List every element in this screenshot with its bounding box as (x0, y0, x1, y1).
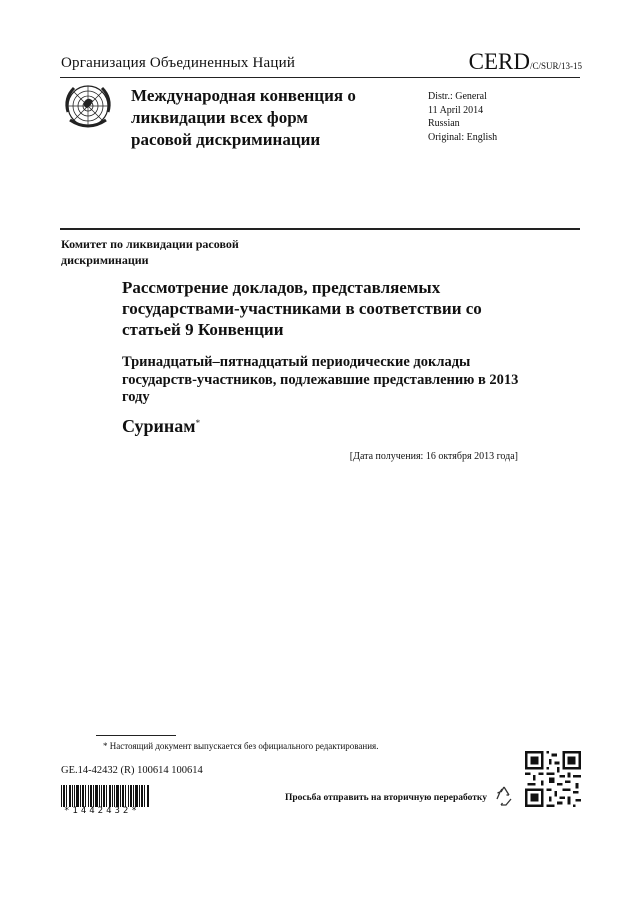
recycle-icon (492, 784, 516, 808)
main-title: Рассмотрение докладов, представляемых государствами-участниками в соответствии со статьей 9 Конвенции (122, 278, 482, 339)
distribution-block (428, 90, 497, 144)
document-symbol (469, 49, 582, 75)
recycle-note: Просьба отправить на вторичную переработку (285, 793, 487, 803)
sub-title: Тринадцатый–пятнадцатый периодические доклады государств-участников, подлежавшие представлению в 2013 году (122, 354, 519, 405)
convention-title: Международная конвенция о ликвидации всех форм расовой дискриминации (131, 86, 356, 149)
barcode-text: *1442432* (64, 806, 140, 816)
distr-original: Original: English (428, 131, 498, 143)
footnote-divider (96, 735, 176, 736)
committee-name: Комитет по ликвидации расовой дискриминации (61, 237, 239, 267)
header-bottom-divider (60, 228, 580, 230)
distr-line: Distr.: General (428, 91, 487, 102)
country-name: Суринам (122, 416, 196, 436)
document-symbol-main: CERD (468, 49, 530, 74)
un-emblem-icon (62, 82, 114, 134)
received-date: [Дата получения: 16 октября 2013 года] (349, 451, 518, 462)
distr-language: Russian (428, 118, 460, 129)
job-number: GE.14-42432 (R) 100614 100614 (61, 765, 203, 776)
distr-date: 11 April 2014 (428, 104, 484, 116)
barcode-icon (61, 785, 149, 807)
country-footnote-mark: * (195, 418, 201, 428)
organization-name: Организация Объединенных Наций (61, 55, 296, 71)
country-title (122, 416, 200, 437)
qr-code-icon (525, 751, 581, 807)
footnote: * Настоящий документ выпускается без официального редактирования. (103, 741, 379, 751)
header-divider (60, 77, 580, 78)
document-symbol-suffix: /C/SUR/13-15 (529, 61, 582, 71)
